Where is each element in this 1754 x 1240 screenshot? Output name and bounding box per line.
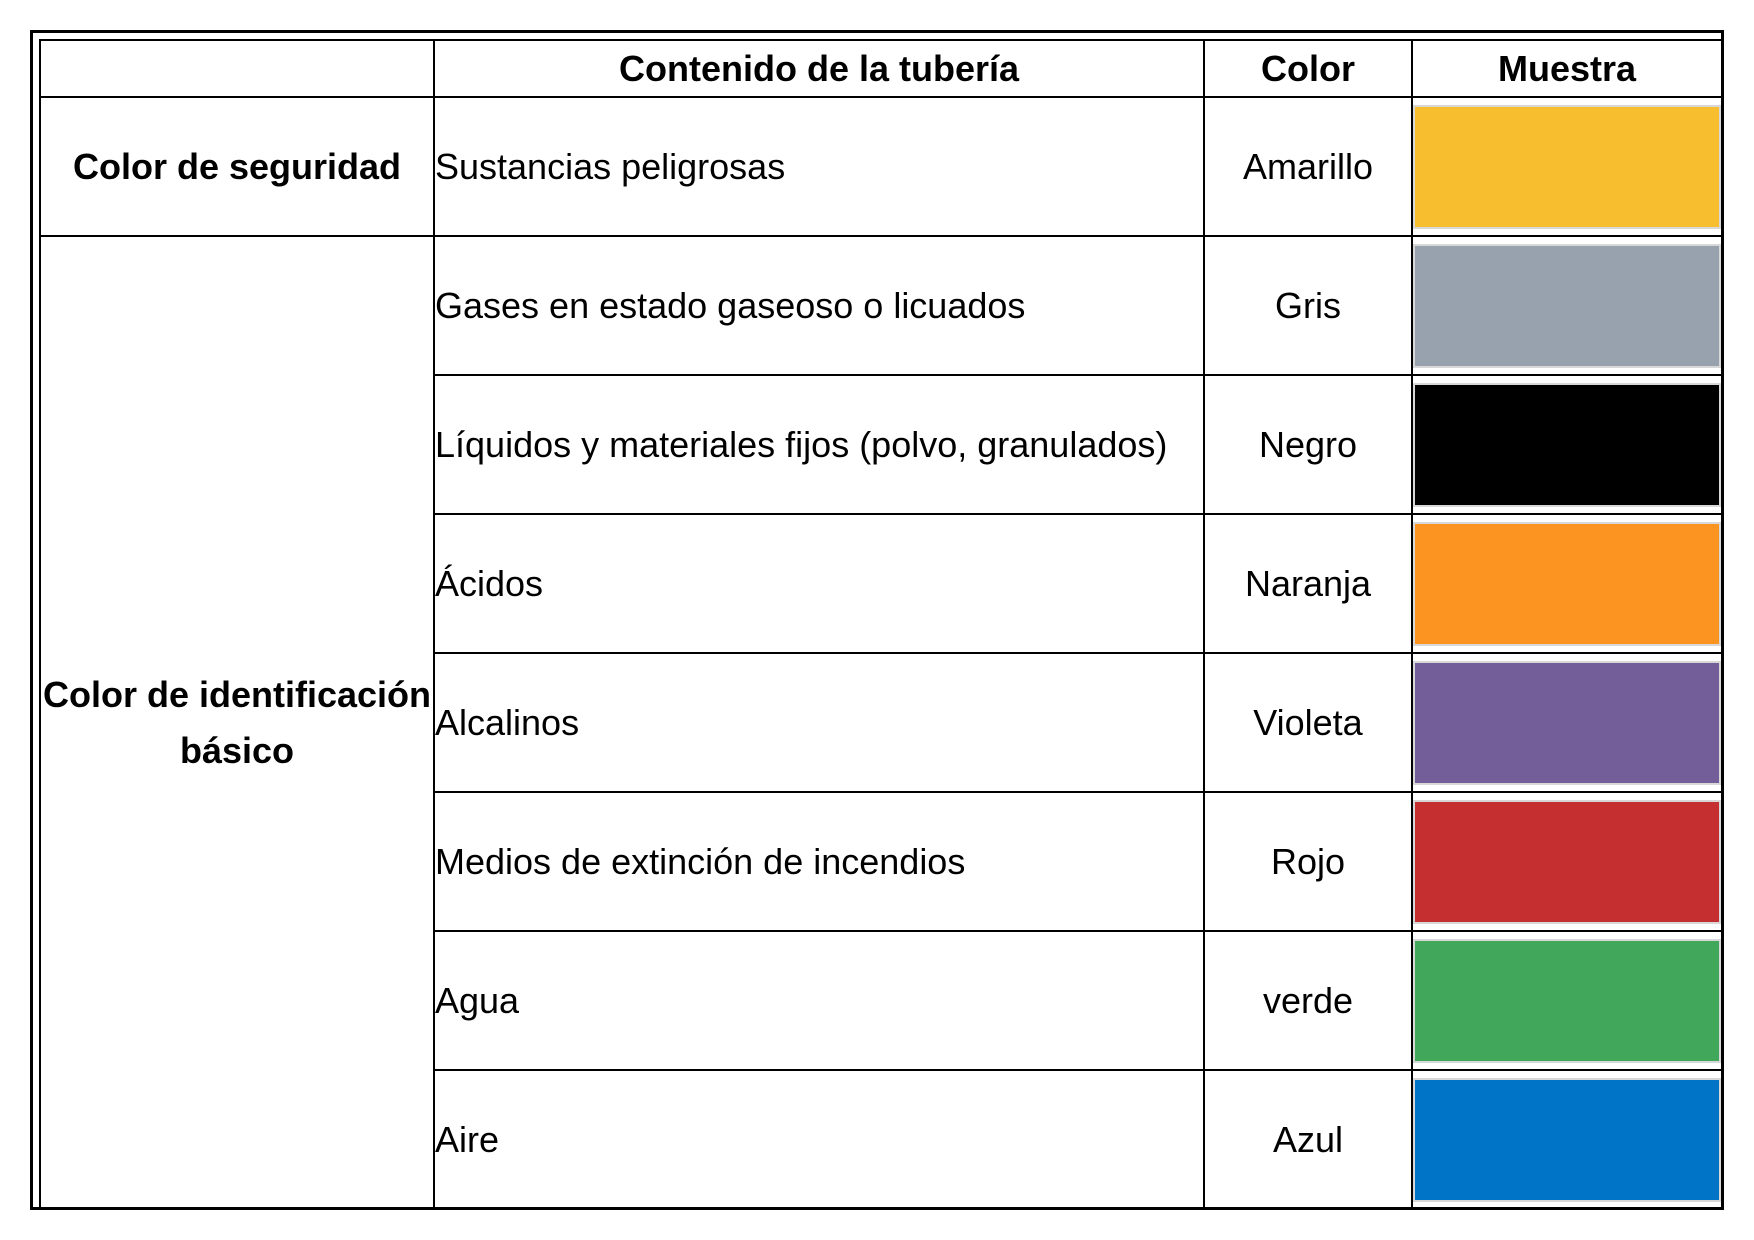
- color-name-cell: Gris: [1204, 236, 1412, 375]
- color-name-cell: Violeta: [1204, 653, 1412, 792]
- category-safety-color: Color de seguridad: [40, 97, 434, 236]
- content-cell: Líquidos y materiales fijos (polvo, granulados): [434, 375, 1204, 514]
- color-name-cell: Azul: [1204, 1070, 1412, 1209]
- swatch-cell: [1412, 1070, 1722, 1209]
- content-cell: Gases en estado gaseoso o licuados: [434, 236, 1204, 375]
- color-name-cell: verde: [1204, 931, 1412, 1070]
- content-cell: Agua: [434, 931, 1204, 1070]
- swatch-cell: [1412, 97, 1722, 236]
- color-swatch-azul: [1413, 1078, 1721, 1202]
- header-row: [40, 40, 1722, 97]
- swatch-cell: [1412, 236, 1722, 375]
- swatch-cell: [1412, 375, 1722, 514]
- swatch-cell: [1412, 653, 1722, 792]
- color-swatch-negro: [1413, 383, 1721, 507]
- pipe-color-table: [39, 39, 1723, 1210]
- color-swatch-gris: [1413, 244, 1721, 368]
- table-frame: [30, 30, 1724, 1210]
- content-cell: Medios de extinción de incendios: [434, 792, 1204, 931]
- content-cell: Alcalinos: [434, 653, 1204, 792]
- color-name-cell: Naranja: [1204, 514, 1412, 653]
- swatch-cell: [1412, 931, 1722, 1070]
- content-cell: Ácidos: [434, 514, 1204, 653]
- table-row: [40, 236, 1722, 375]
- content-cell: Sustancias peligrosas: [434, 97, 1204, 236]
- color-swatch-naranja: [1413, 522, 1721, 646]
- color-swatch-amarillo: [1413, 105, 1721, 229]
- category-basic-identification-color: Color de identificación básico: [40, 236, 434, 1209]
- color-swatch-verde: [1413, 939, 1721, 1063]
- header-content: Contenido de la tubería: [434, 40, 1204, 97]
- color-name-cell: Negro: [1204, 375, 1412, 514]
- color-name-cell: Rojo: [1204, 792, 1412, 931]
- content-cell: Aire: [434, 1070, 1204, 1209]
- table-row: [40, 97, 1722, 236]
- swatch-cell: [1412, 792, 1722, 931]
- header-color: Color: [1204, 40, 1412, 97]
- color-swatch-rojo: [1413, 800, 1721, 924]
- color-name-cell: Amarillo: [1204, 97, 1412, 236]
- swatch-cell: [1412, 514, 1722, 653]
- color-swatch-violeta: [1413, 661, 1721, 785]
- header-category: [40, 40, 434, 97]
- header-sample: Muestra: [1412, 40, 1722, 97]
